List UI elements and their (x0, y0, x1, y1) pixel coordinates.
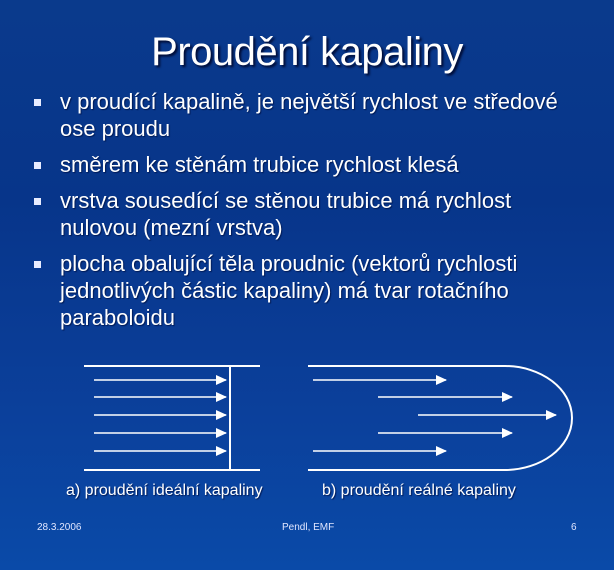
bullet-item: plocha obalující těla proudnic (vektorů rychlosti jednotlivých částic kapaliny) má tvar rotačního paraboloidu (34, 250, 594, 331)
bullet-item: v proudící kapalině, je největší rychlost ve středové ose proudu (34, 88, 594, 142)
ideal-flow-diagram (84, 366, 260, 470)
bullet-item: směrem ke stěnám trubice rychlost klesá (34, 151, 594, 178)
footer-page-number: 6 (571, 522, 577, 533)
footer-date: 28.3.2006 (37, 522, 82, 533)
bullet-icon (34, 99, 41, 106)
bullet-icon (34, 261, 41, 268)
bullet-icon (34, 198, 41, 205)
slide-title: Proudění kapaliny (151, 30, 463, 74)
bullet-list (34, 88, 594, 340)
velocity-profile-parabola (308, 366, 572, 470)
bullet-icon (34, 162, 41, 169)
real-flow-diagram (308, 366, 572, 470)
bullet-item: vrstva sousedící se stěnou trubice má rychlost nulovou (mezní vrstva) (34, 187, 594, 241)
caption-real: b) proudění reálné kapaliny (322, 482, 516, 499)
footer-author: Pendl, EMF (282, 522, 335, 533)
flow-diagram (0, 360, 614, 480)
caption-ideal: a) proudění ideální kapaliny (66, 482, 263, 499)
